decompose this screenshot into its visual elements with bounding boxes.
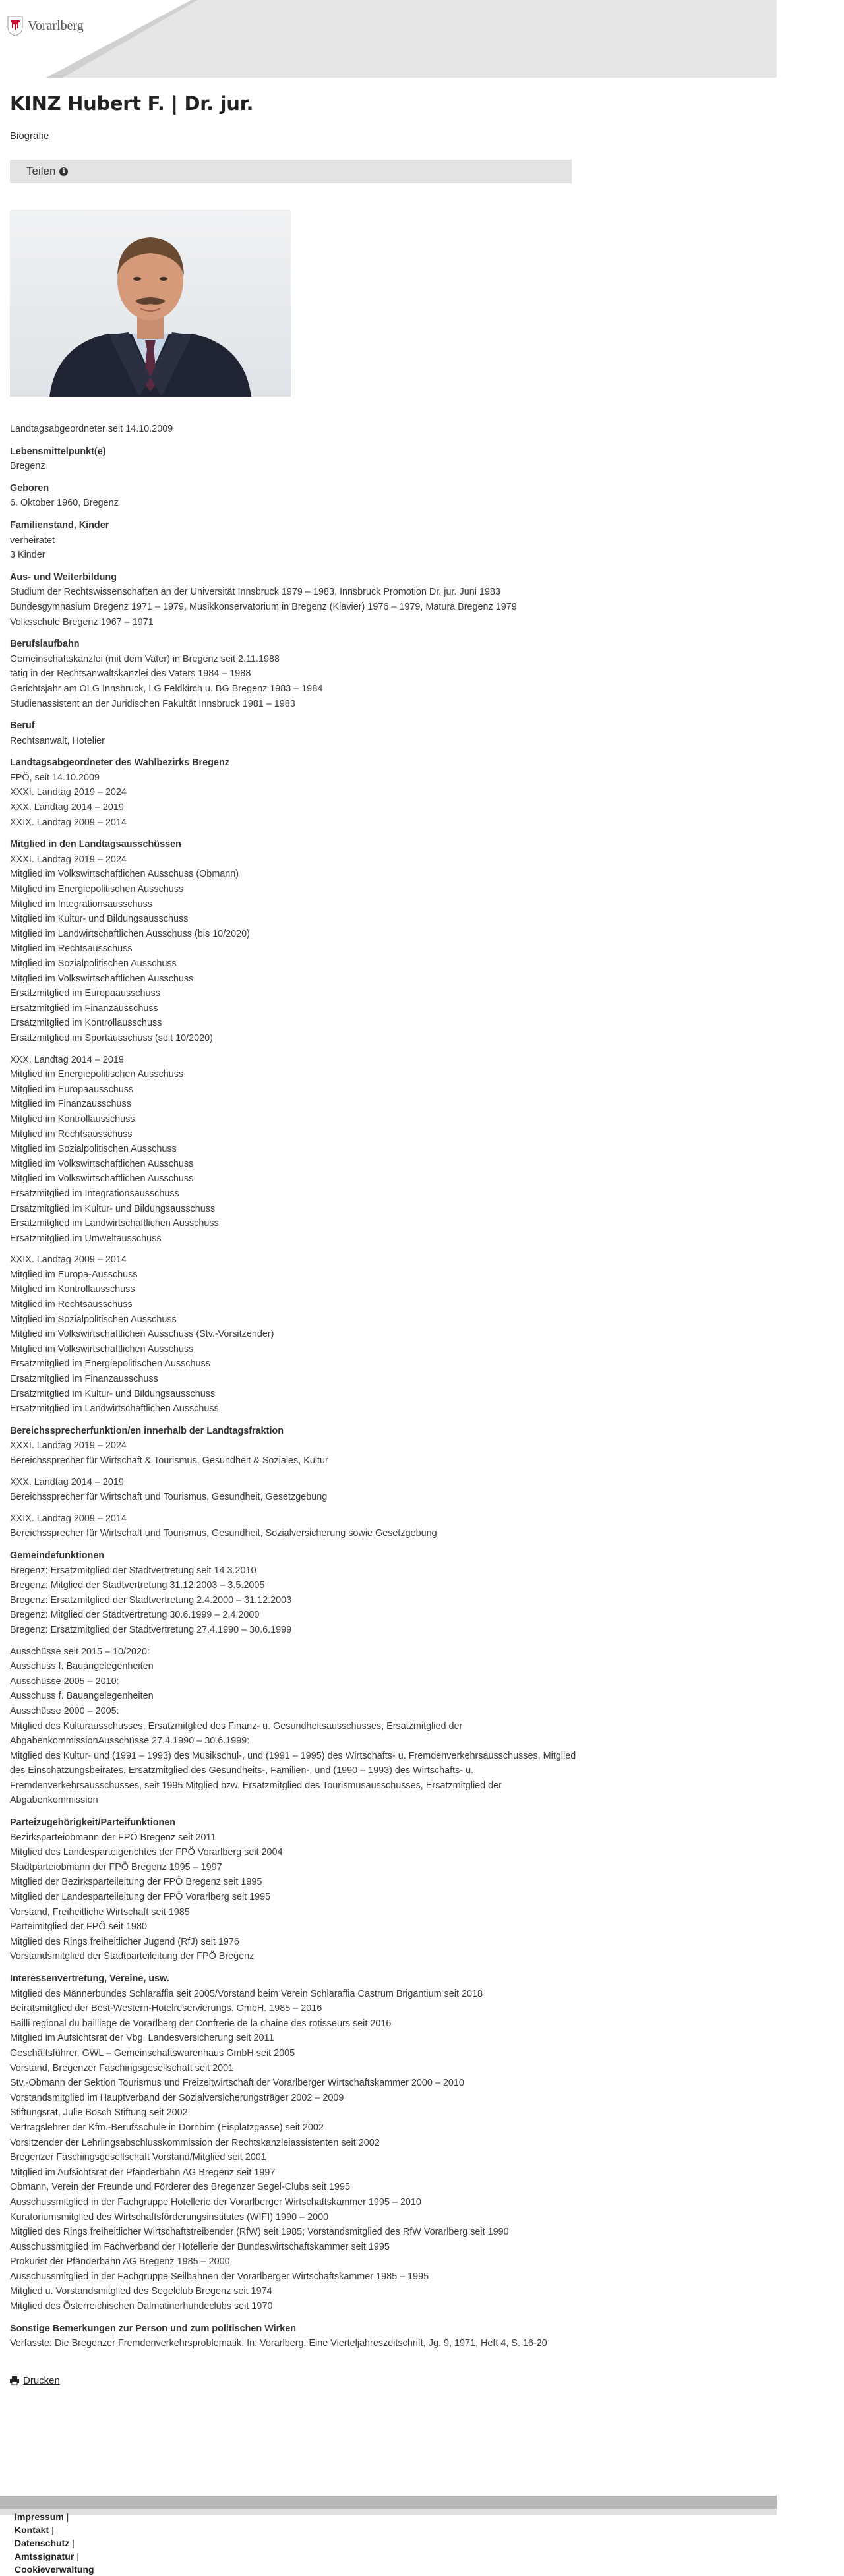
bio-group xyxy=(10,459,577,474)
print-link[interactable] xyxy=(10,2375,60,2386)
bio-line: Ersatzmitglied im Kultur- und Bildungsausschuss xyxy=(10,1388,216,1399)
bio-line: Mitglied im Energiepolitischen Ausschuss xyxy=(10,1069,184,1080)
page-subtitle: Biografie xyxy=(10,131,49,142)
bio-group xyxy=(10,852,577,1046)
bio-line: Volksschule Bregenz 1967 – 1971 xyxy=(10,616,154,628)
bio-group xyxy=(10,771,577,830)
footer-separator: | xyxy=(72,2538,75,2548)
bio-section xyxy=(10,1815,577,1964)
bio-section-title: Geboren xyxy=(10,483,49,494)
footer-link-cookieverwaltung[interactable]: Cookieverwaltung xyxy=(15,2564,94,2575)
bio-line: Ersatzmitglied im Kontrollausschuss xyxy=(10,1018,162,1029)
bio-line: Mitglied im Aufsichtsrat der Vbg. Landesversicherung seit 2011 xyxy=(10,2033,274,2044)
bio-line: Vorsitzender der Lehrlingsabschlusskommission der Rechtskanzleiassistenten seit 2002 xyxy=(10,2137,380,2148)
share-bar xyxy=(10,160,572,183)
bio-line: Mitglied des Landesparteigerichtes der FPÖ Vorarlberg seit 2004 xyxy=(10,1847,283,1858)
bio-line: 3 Kinder xyxy=(10,550,45,561)
bio-group xyxy=(10,585,577,629)
printer-icon xyxy=(10,2376,19,2385)
bio-group xyxy=(10,496,577,511)
share-button[interactable] xyxy=(26,165,68,178)
bio-line: Stiftungsrat, Julie Bosch Stiftung seit 2002 xyxy=(10,2107,188,2119)
bio-line: Stv.-Obmann der Sektion Tourismus und Freizeitwirtschaft der Vorarlberger Wirtschaftskammer 2000 – 2010 xyxy=(10,2078,464,2089)
bio-section-title: Gemeindefunktionen xyxy=(10,1550,105,1561)
bio-group xyxy=(10,533,577,563)
bio-line: Ersatzmitglied im Europaausschuss xyxy=(10,988,160,999)
bio-section xyxy=(10,444,577,474)
bio-group xyxy=(10,1053,577,1246)
bio-line: Geschäftsführer, GWL – Gemeinschaftswarenhaus GmbH seit 2005 xyxy=(10,2047,295,2059)
bio-line: Mitglied des Rings freiheitlicher Wirtschaftstreibender (RfW) seit 1985; Vorstandsmitglied des RfW Vorarlberg seit 1990 xyxy=(10,2227,509,2238)
bio-line: Ausschüsse seit 2015 – 10/2020: xyxy=(10,1646,150,1657)
bio-line: XXIX. Landtag 2009 – 2014 xyxy=(10,817,127,828)
bio-line: Stadtparteiobmann der FPÖ Bregenz 1995 – 1997 xyxy=(10,1861,222,1873)
bio-line: Ersatzmitglied im Umweltausschuss xyxy=(10,1233,162,1244)
footer-link-kontakt[interactable]: Kontakt xyxy=(15,2525,49,2535)
bio-line: Bregenz: Mitglied der Stadtvertretung 31.12.2003 – 3.5.2005 xyxy=(10,1580,265,1591)
bio-line: Bregenzer Faschingsgesellschaft Vorstand/Mitglied seit 2001 xyxy=(10,2152,266,2163)
bio-section xyxy=(10,481,577,511)
bio-line: Bereichssprecher für Wirtschaft und Tourismus, Gesundheit, Sozialversicherung sowie Gesetzgebung xyxy=(10,1528,437,1539)
bio-section-title: Bereichssprecherfunktion/en innerhalb der Landtagsfraktion xyxy=(10,1425,284,1436)
bio-line: Mitglied des Kulturausschusses, Ersatzmitglied des Finanz- u. Gesundheitsausschusses, Ersatzmitglied der AbgabenkommissionAusschüsse 27.4.1990 – 30.6.1999: xyxy=(10,1720,463,1747)
bio-line: Parteimitglied der FPÖ seit 1980 xyxy=(10,1921,147,1933)
bio-line: Mitglied im Rechtsausschuss xyxy=(10,1128,133,1140)
bio-line: Mitglied im Kontrollausschuss xyxy=(10,1284,135,1295)
bio-line: XXXI. Landtag 2019 – 2024 xyxy=(10,787,127,798)
bio-line: Ersatzmitglied im Integrationsausschuss xyxy=(10,1188,179,1199)
bio-line: Beiratsmitglied der Best-Western-Hotelreservierungs. GmbH. 1985 – 2016 xyxy=(10,2003,322,2014)
bio-group xyxy=(10,1645,577,1809)
bio-line: Mitglied im Integrationsausschuss xyxy=(10,898,152,910)
bio-group xyxy=(10,1564,577,1638)
bio-section xyxy=(10,1548,577,1808)
bio-line: Rechtsanwalt, Hotelier xyxy=(10,735,105,746)
bio-group xyxy=(10,734,577,749)
portrait-illustration xyxy=(10,210,291,397)
footer-link-row xyxy=(15,2510,94,2523)
bio-group xyxy=(10,1830,577,1964)
bio-line: Obmann, Verein der Freunde und Förderer des Bregenzer Segel-Clubs seit 1995 xyxy=(10,2182,350,2193)
bio-line: Ersatzmitglied im Finanzausschuss xyxy=(10,1374,158,1385)
bio-group xyxy=(10,652,577,711)
bio-line: XXIX. Landtag 2009 – 2014 xyxy=(10,1513,127,1524)
bio-line: Mitglied im Volkswirtschaftlichen Ausschuss (Obmann) xyxy=(10,869,239,880)
bio-line: Mitglied im Kontrollausschuss xyxy=(10,1113,135,1125)
bio-line: Ersatzmitglied im Energiepolitischen Ausschuss xyxy=(10,1359,210,1370)
bio-line: Mitglied im Sozialpolitischen Ausschuss xyxy=(10,1314,177,1325)
bio-line: Kuratoriumsmitglied des Wirtschaftsförderungsinstitutes (WIFI) 1990 – 2000 xyxy=(10,2211,329,2223)
bio-line: Bailli regional du bailliage de Vorarlberg der Confrerie de la chaine des rotisseurs seit 2016 xyxy=(10,2018,392,2029)
footer-link-datenschutz[interactable]: Datenschutz xyxy=(15,2538,70,2548)
logo-text: Vorarlberg xyxy=(28,18,84,33)
footer-background xyxy=(0,2509,777,2515)
bio-line: Mitglied im Rechtsausschuss xyxy=(10,1299,133,1310)
bio-line: XXXI. Landtag 2019 – 2024 xyxy=(10,1440,127,1451)
bio-section-title: Lebensmittelpunkt(e) xyxy=(10,446,106,457)
bio-line: Mitglied des Männerbundes Schlaraffia seit 2005/Vorstand beim Verein Schlaraffia Castrum Brigantium seit 2018 xyxy=(10,1988,483,1999)
bio-line: Mitglied u. Vorstandsmitglied des Segelclub Bregenz seit 1974 xyxy=(10,2286,272,2297)
footer-link-row xyxy=(15,2550,94,2563)
bio-group xyxy=(10,1987,577,2314)
bio-line: Mitglied im Finanzausschuss xyxy=(10,1099,131,1110)
bio-line: Ausschussmitglied in der Fachgruppe Seilbahnen der Vorarlberger Wirtschaftskammer 1985 – 1995 xyxy=(10,2271,429,2282)
bio-line: Mitglied der Landesparteileitung der FPÖ Vorarlberg seit 1995 xyxy=(10,1892,271,1903)
share-label: Teilen xyxy=(26,165,56,177)
bio-line: Verfasste: Die Bregenzer Fremdenverkehrsproblematik. In: Vorarlberg. Eine Vierteljahreszeitschrift, Jg. 9, 1971, Heft 4, S. 16-20 xyxy=(10,2338,547,2349)
bio-line: tätig in der Rechtsanwaltskanzlei des Vaters 1984 – 1988 xyxy=(10,668,251,680)
page-title: KINZ Hubert F. | Dr. jur. xyxy=(10,92,254,115)
bio-line: Ausschüsse 2005 – 2010: xyxy=(10,1676,119,1687)
bio-line: Mitglied des Österreichischen Dalmatinerhundeclubs seit 1970 xyxy=(10,2301,273,2312)
bio-line: Bregenz xyxy=(10,461,45,472)
bio-section-title: Familienstand, Kinder xyxy=(10,519,109,531)
bio-line: FPÖ, seit 14.10.2009 xyxy=(10,772,100,783)
bio-line: Vorstandsmitglied der Stadtparteileitung der FPÖ Bregenz xyxy=(10,1951,255,1962)
bio-line: Mitglied im Europa-Ausschuss xyxy=(10,1269,138,1280)
bio-group xyxy=(10,1511,577,1541)
footer-link-amtssignatur[interactable]: Amtssignatur xyxy=(15,2551,75,2561)
bio-line: Bezirksparteiobmann der FPÖ Bregenz seit 2011 xyxy=(10,1832,216,1843)
footer-links xyxy=(15,2510,94,2576)
bio-line: Vorstand, Bregenzer Faschingsgesellschaft seit 2001 xyxy=(10,2063,234,2074)
coat-of-arms-icon xyxy=(7,15,24,36)
bio-line: Mitglied im Volkswirtschaftlichen Ausschuss xyxy=(10,1173,194,1185)
bio-line: Bregenz: Ersatzmitglied der Stadtvertretung 27.4.1990 – 30.6.1999 xyxy=(10,1624,292,1635)
bio-line: Ersatzmitglied im Finanzausschuss xyxy=(10,1003,158,1014)
bio-line: Ersatzmitglied im Landwirtschaftlichen Ausschuss xyxy=(10,1403,219,1415)
bio-line: Studium der Rechtswissenschaften an der Universität Innsbruck 1979 – 1983, Innsbruck Promotion Dr. jur. Juni 1983 xyxy=(10,587,500,598)
bio-line: Vorstand, Freiheitliche Wirtschaft seit 1985 xyxy=(10,1906,190,1917)
bio-line: Bundesgymnasium Bregenz 1971 – 1979, Musikkonservatorium in Bregenz (Klavier) 1976 – 1979, Matura Bregenz 1979 xyxy=(10,601,517,612)
bio-section xyxy=(10,518,577,563)
intro-text: Landtagsabgeordneter seit 14.10.2009 xyxy=(10,424,173,434)
bio-section xyxy=(10,637,577,711)
bio-line: Bereichssprecher für Wirtschaft und Tourismus, Gesundheit, Gesetzgebung xyxy=(10,1492,328,1503)
bio-line: verheiratet xyxy=(10,535,55,546)
site-header xyxy=(0,0,777,78)
bio-line: Mitglied im Volkswirtschaftlichen Ausschuss xyxy=(10,1343,194,1355)
bio-line: Ausschussmitglied im Fachverband der Hotellerie der Bundeswirtschaftskammer seit 1995 xyxy=(10,2241,390,2252)
bio-line: Mitglied im Landwirtschaftlichen Ausschuss (bis 10/2020) xyxy=(10,928,250,939)
bio-group xyxy=(10,1438,577,1468)
bio-line: XXXI. Landtag 2019 – 2024 xyxy=(10,854,127,865)
bio-group xyxy=(10,1475,577,1505)
vorarlberg-logo[interactable] xyxy=(7,9,106,42)
bio-line: Mitglied im Rechtsausschuss xyxy=(10,943,133,954)
bio-line: Mitglied im Sozialpolitischen Ausschuss xyxy=(10,1144,177,1155)
footer-separator: | xyxy=(76,2551,79,2561)
footer-link-impressum[interactable]: Impressum xyxy=(15,2511,64,2522)
portrait-photo xyxy=(10,210,291,397)
bio-line: XXIX. Landtag 2009 – 2014 xyxy=(10,1254,127,1266)
bio-section-title: Beruf xyxy=(10,720,35,732)
bio-section-title: Aus- und Weiterbildung xyxy=(10,571,117,583)
bio-line: Ausschüsse 2000 – 2005: xyxy=(10,1705,119,1716)
bio-line: Vorstandsmitglied im Hauptverband der Sozialversicherungsträger 2002 – 2009 xyxy=(10,2092,344,2103)
footer-link-row xyxy=(15,2523,94,2536)
bio-line: Bregenz: Ersatzmitglied der Stadtvertretung 2.4.2000 – 31.12.2003 xyxy=(10,1595,292,1606)
bio-line: Ausschussmitglied in der Fachgruppe Hotellerie der Vorarlberger Wirtschaftskammer 1995 – 2010 xyxy=(10,2196,421,2208)
bio-line: Mitglied im Europaausschuss xyxy=(10,1084,134,1095)
footer-link-row xyxy=(15,2536,94,2550)
bio-line: Mitglied des Kultur- und (1991 – 1993) des Musikschul-, und (1991 – 1995) des Wirtschafts- u. Fremdenverkehrsausschusses, Mitglied des Einschätzungsbeirates, Ersatzmitglied des Gesundheits-, Familien-, und (1990 – 1993) des Wirtschafts- u. Fremdenverkehrsausschusses, seit 1995 Mitglied bzw. Ersatzmitglied des Tourismusausschusses, Ersatzmitglied der Abgabenkommission xyxy=(10,1750,576,1806)
bio-line: Bregenz: Mitglied der Stadtvertretung 30.6.1999 – 2.4.2000 xyxy=(10,1610,260,1621)
bio-line: Mitglied im Volkswirtschaftlichen Ausschuss xyxy=(10,973,194,984)
bio-section-title: Parteizugehörigkeit/Parteifunktionen xyxy=(10,1817,176,1829)
bio-group xyxy=(10,1252,577,1417)
bio-section-title: Mitglied in den Landtagsausschüssen xyxy=(10,839,181,850)
bio-section-title: Landtagsabgeordneter des Wahlbezirks Bregenz xyxy=(10,757,229,769)
info-icon: i xyxy=(59,167,68,176)
bio-section xyxy=(10,755,577,830)
bio-line: XXX. Landtag 2014 – 2019 xyxy=(10,1477,124,1488)
bio-line: Mitglied im Volkswirtschaftlichen Ausschuss xyxy=(10,1158,194,1169)
bio-line: Gerichtsjahr am OLG Innsbruck, LG Feldkirch u. BG Bregenz 1983 – 1984 xyxy=(10,683,323,694)
bio-line: Ausschuss f. Bauangelegenheiten xyxy=(10,1661,154,1672)
bio-line: Mitglied im Sozialpolitischen Ausschuss xyxy=(10,958,177,969)
bio-line: Ersatzmitglied im Sportausschuss (seit 10/2020) xyxy=(10,1032,213,1043)
bio-group xyxy=(10,2336,577,2351)
biography-content xyxy=(10,422,577,2351)
bio-line: Mitglied im Energiepolitischen Ausschuss xyxy=(10,884,184,895)
bio-section xyxy=(10,837,577,1417)
footer-separator: | xyxy=(51,2525,54,2535)
bio-section xyxy=(10,570,577,629)
bio-line: Bereichssprecher für Wirtschaft & Tourismus, Gesundheit & Soziales, Kultur xyxy=(10,1455,328,1466)
bio-section xyxy=(10,1972,577,2314)
footer-bar xyxy=(0,2496,777,2509)
bio-line: Mitglied der Bezirksparteileitung der FPÖ Bregenz seit 1995 xyxy=(10,1877,262,1888)
bio-line: Prokurist der Pfänderbahn AG Bregenz 1985 – 2000 xyxy=(10,2256,230,2268)
bio-section xyxy=(10,1424,577,1541)
bio-line: Ersatzmitglied im Kultur- und Bildungsausschuss xyxy=(10,1203,216,1214)
bio-line: 6. Oktober 1960, Bregenz xyxy=(10,498,119,509)
bio-section-title: Interessenvertretung, Vereine, usw. xyxy=(10,1974,169,1984)
bio-line: Mitglied im Kultur- und Bildungsausschuss xyxy=(10,914,189,925)
bio-line: Vertragslehrer der Kfm.-Berufsschule in Dornbirn (Eisplatzgasse) seit 2002 xyxy=(10,2122,324,2133)
bio-line: Bregenz: Ersatzmitglied der Stadtvertretung seit 14.3.2010 xyxy=(10,1565,256,1576)
bio-line: Ersatzmitglied im Landwirtschaftlichen Ausschuss xyxy=(10,1218,219,1229)
print-label: Drucken xyxy=(23,2375,60,2386)
bio-section-title: Sonstige Bemerkungen zur Person und zum politischen Wirken xyxy=(10,2323,297,2334)
bio-section xyxy=(10,2322,577,2351)
biography-sections xyxy=(10,444,577,2351)
bio-line: XXX. Landtag 2014 – 2019 xyxy=(10,1054,124,1065)
bio-section-title: Berufslaufbahn xyxy=(10,639,80,650)
footer-separator: | xyxy=(66,2511,69,2522)
bio-line: Mitglied im Volkswirtschaftlichen Ausschuss (Stv.-Vorsitzender) xyxy=(10,1329,274,1340)
bio-line: Ausschuss f. Bauangelegenheiten xyxy=(10,1691,154,1702)
bio-line: Mitglied des Rings freiheitlicher Jugend (RfJ) seit 1976 xyxy=(10,1936,239,1947)
bio-line: Mitglied im Aufsichtsrat der Pfänderbahn AG Bregenz seit 1997 xyxy=(10,2167,276,2178)
footer-link-row xyxy=(15,2563,94,2576)
bio-line: Gemeinschaftskanzlei (mit dem Vater) in Bregenz seit 2.11.1988 xyxy=(10,653,280,664)
bio-line: XXX. Landtag 2014 – 2019 xyxy=(10,802,124,813)
bio-line: Studienassistent an der Juridischen Fakultät Innsbruck 1981 – 1983 xyxy=(10,698,295,709)
bio-section xyxy=(10,718,577,748)
